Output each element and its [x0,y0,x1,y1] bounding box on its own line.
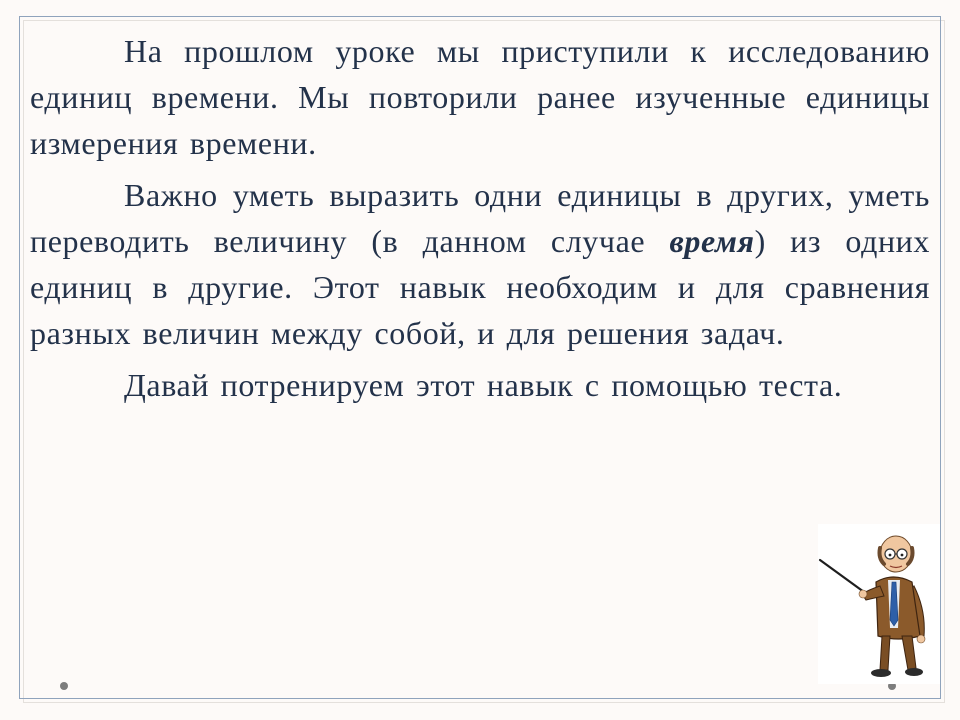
emphasis-word: время [669,223,755,259]
paragraph-importance [30,172,930,356]
teacher-illustration [818,524,940,684]
text-content [30,28,930,414]
paragraph-test-invite [30,362,930,408]
paragraph-2-before: Важно уметь выразить одни единицы в других, уметь переводить величину (в данном случае [30,177,930,259]
paragraph-3-text: Давай потренируем этот навык с помощью теста. [124,367,843,403]
corner-dot-left [60,682,68,690]
paragraph-2-after: ) из одних единиц в другие. Этот навык необходим и для сравнения разных величин между собой, и для решения задач. [30,223,931,351]
paragraph-previous-lesson [30,28,930,166]
paragraph-1-text: На прошлом уроке мы приступили к исследованию единиц времени. Мы повторили ранее изученные единицы измерения времени. [30,33,930,161]
teacher-icon [818,524,940,684]
